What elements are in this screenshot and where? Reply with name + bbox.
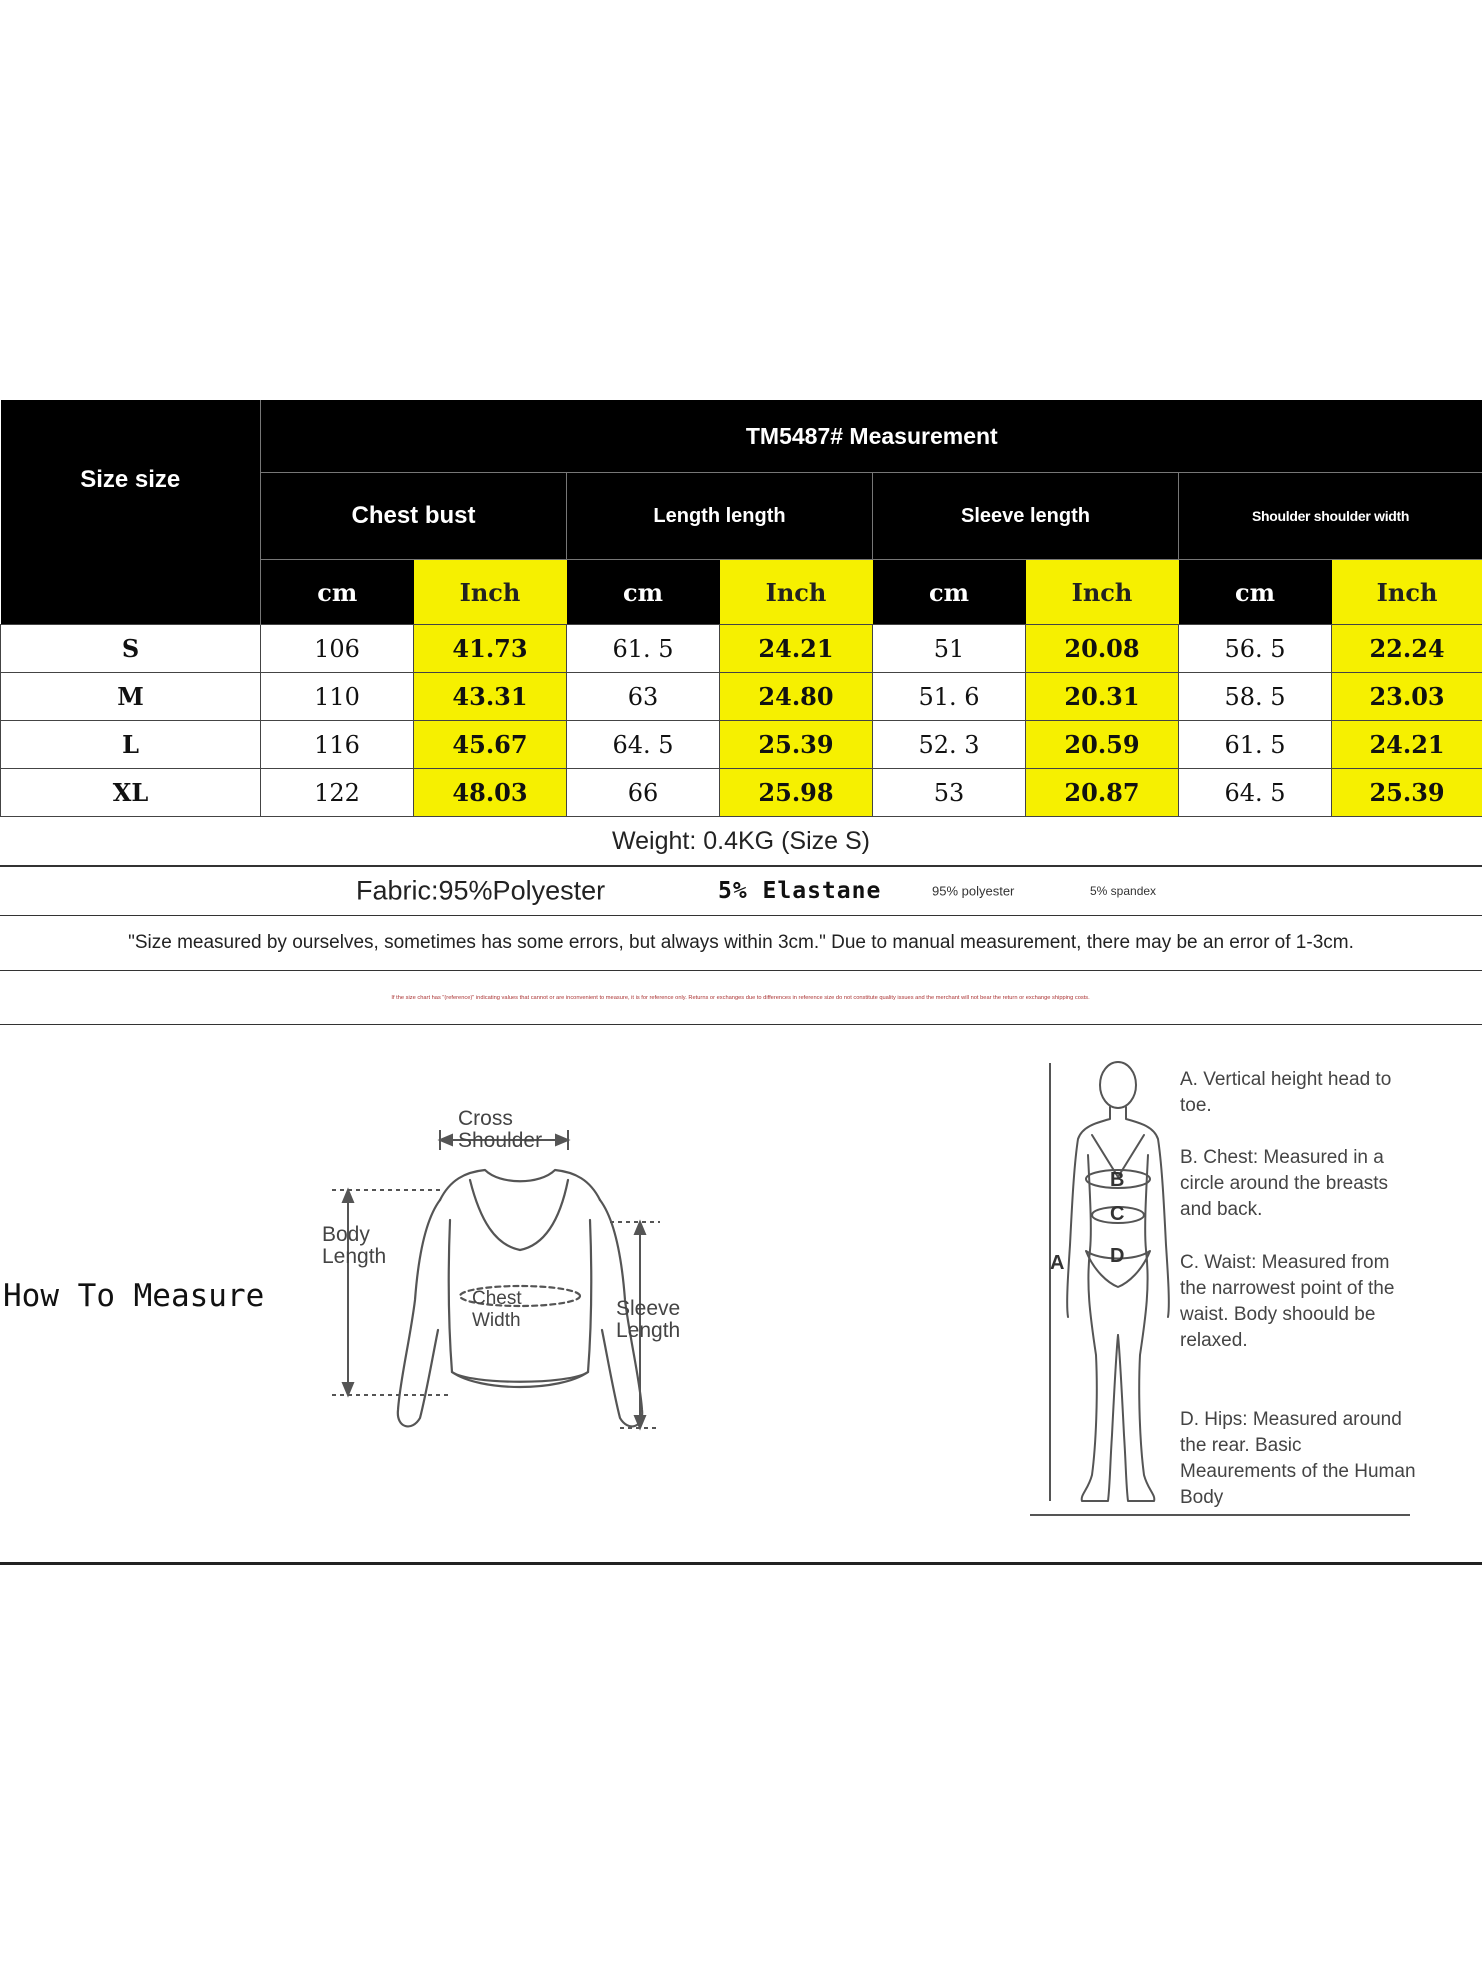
size-cell: XL [1, 769, 261, 817]
inch-cell: 25.39 [1332, 769, 1482, 817]
letter-d: D [1110, 1245, 1125, 1267]
note-a: A. Vertical height head to toe. [1180, 1069, 1392, 1116]
fine-print [0, 971, 1482, 1025]
cm-cell: 52. 3 [873, 721, 1026, 769]
unit-cm: cm [567, 560, 720, 625]
label-body-length: Body Length [322, 1223, 387, 1268]
unit-inch: Inch [414, 560, 567, 625]
inch-cell: 24.21 [720, 625, 873, 673]
size-header-blank [1, 560, 261, 625]
inch-cell: 25.39 [720, 721, 873, 769]
size-cell: L [1, 721, 261, 769]
inch-cell: 20.87 [1026, 769, 1179, 817]
group-length: Length length [567, 473, 873, 560]
cm-cell: 58. 5 [1179, 673, 1332, 721]
cm-cell: 116 [261, 721, 414, 769]
size-cell: S [1, 625, 261, 673]
size-header: Size size [1, 400, 261, 560]
cm-cell: 61. 5 [1179, 721, 1332, 769]
label-chest-width: Chest Width [472, 1288, 522, 1331]
group-sleeve-length: Sleeve length [873, 473, 1179, 560]
cm-cell: 51. 6 [873, 673, 1026, 721]
unit-inch: Inch [1332, 560, 1482, 625]
inch-cell: 24.80 [720, 673, 873, 721]
how-to-measure-heading: How To Measure [3, 1278, 265, 1314]
letter-b: B [1110, 1169, 1125, 1191]
unit-cm: cm [1179, 560, 1332, 625]
table-row [1, 625, 1482, 673]
inch-cell: 43.31 [414, 673, 567, 721]
inch-cell: 20.31 [1026, 673, 1179, 721]
letter-a: A [1050, 1252, 1065, 1274]
note-b: B. Chest: Measured in a circle around the breasts and back. [1180, 1147, 1389, 1220]
cm-cell: 53 [873, 769, 1026, 817]
cm-cell: 63 [567, 673, 720, 721]
size-cell: M [1, 673, 261, 721]
weight-line: Weight: 0.4KG (Size S) [0, 818, 1482, 866]
note-c: C. Waist: Measured from the narrowest point of the waist. Body shoould be relaxed. [1180, 1252, 1395, 1351]
fabric-sub-polyester: 95% polyester [932, 883, 1015, 899]
body-measure-diagram [1030, 1055, 1450, 1525]
note-d: D. Hips: Measured around the rear. Basic Meaurements of the Human Body [1180, 1409, 1416, 1508]
unit-inch: Inch [720, 560, 873, 625]
label-sleeve-length: Sleeve Length [616, 1297, 681, 1342]
bottom-divider [0, 1562, 1482, 1565]
cm-cell: 61. 5 [567, 625, 720, 673]
inch-cell: 23.03 [1332, 673, 1482, 721]
inch-cell: 20.08 [1026, 625, 1179, 673]
unit-cm: cm [873, 560, 1026, 625]
table-title: TM5487# Measurement [261, 400, 1482, 473]
fine-print-text: If the size chart has "(reference)" indicating values that cannot or are inconvenient to measure, it is for reference only. Returns or exchanges due to differences in reference size do not constitute quality issues and the merchant will not bear the return or exchange shipping costs. [391, 994, 1091, 1001]
unit-cm: cm [261, 560, 414, 625]
label-cross-shoulder: Cross Shoulder [458, 1107, 543, 1152]
inch-cell: 20.59 [1026, 721, 1179, 769]
inch-cell: 24.21 [1332, 721, 1482, 769]
cm-cell: 106 [261, 625, 414, 673]
table-row [1, 769, 1482, 817]
fabric-line [0, 866, 1482, 916]
cm-cell: 64. 5 [567, 721, 720, 769]
unit-inch: Inch [1026, 560, 1179, 625]
inch-cell: 45.67 [414, 721, 567, 769]
cm-cell: 64. 5 [1179, 769, 1332, 817]
cm-cell: 51 [873, 625, 1026, 673]
cm-cell: 110 [261, 673, 414, 721]
cm-cell: 122 [261, 769, 414, 817]
size-chart-table [0, 400, 1482, 817]
fabric-main: Fabric:95%Polyester [356, 875, 606, 906]
shirt-measure-diagram [320, 1107, 700, 1450]
table-row [1, 673, 1482, 721]
inch-cell: 22.24 [1332, 625, 1482, 673]
group-chest-bust: Chest bust [261, 473, 567, 560]
inch-cell: 48.03 [414, 769, 567, 817]
cm-cell: 66 [567, 769, 720, 817]
inch-cell: 41.73 [414, 625, 567, 673]
letter-c: C [1110, 1203, 1125, 1225]
group-shoulder-width: Shoulder shoulder width [1179, 473, 1482, 560]
fabric-elastane: 5% Elastane [718, 878, 882, 904]
cm-cell: 56. 5 [1179, 625, 1332, 673]
measurement-note: "Size measured by ourselves, sometimes has some errors, but always within 3cm." Due to manual measurement, there may be an error of 1-3cm. [0, 915, 1482, 971]
table-row [1, 721, 1482, 769]
fabric-sub-spandex: 5% spandex [1090, 884, 1157, 898]
inch-cell: 25.98 [720, 769, 873, 817]
shirt-outline-icon [320, 1107, 700, 1450]
